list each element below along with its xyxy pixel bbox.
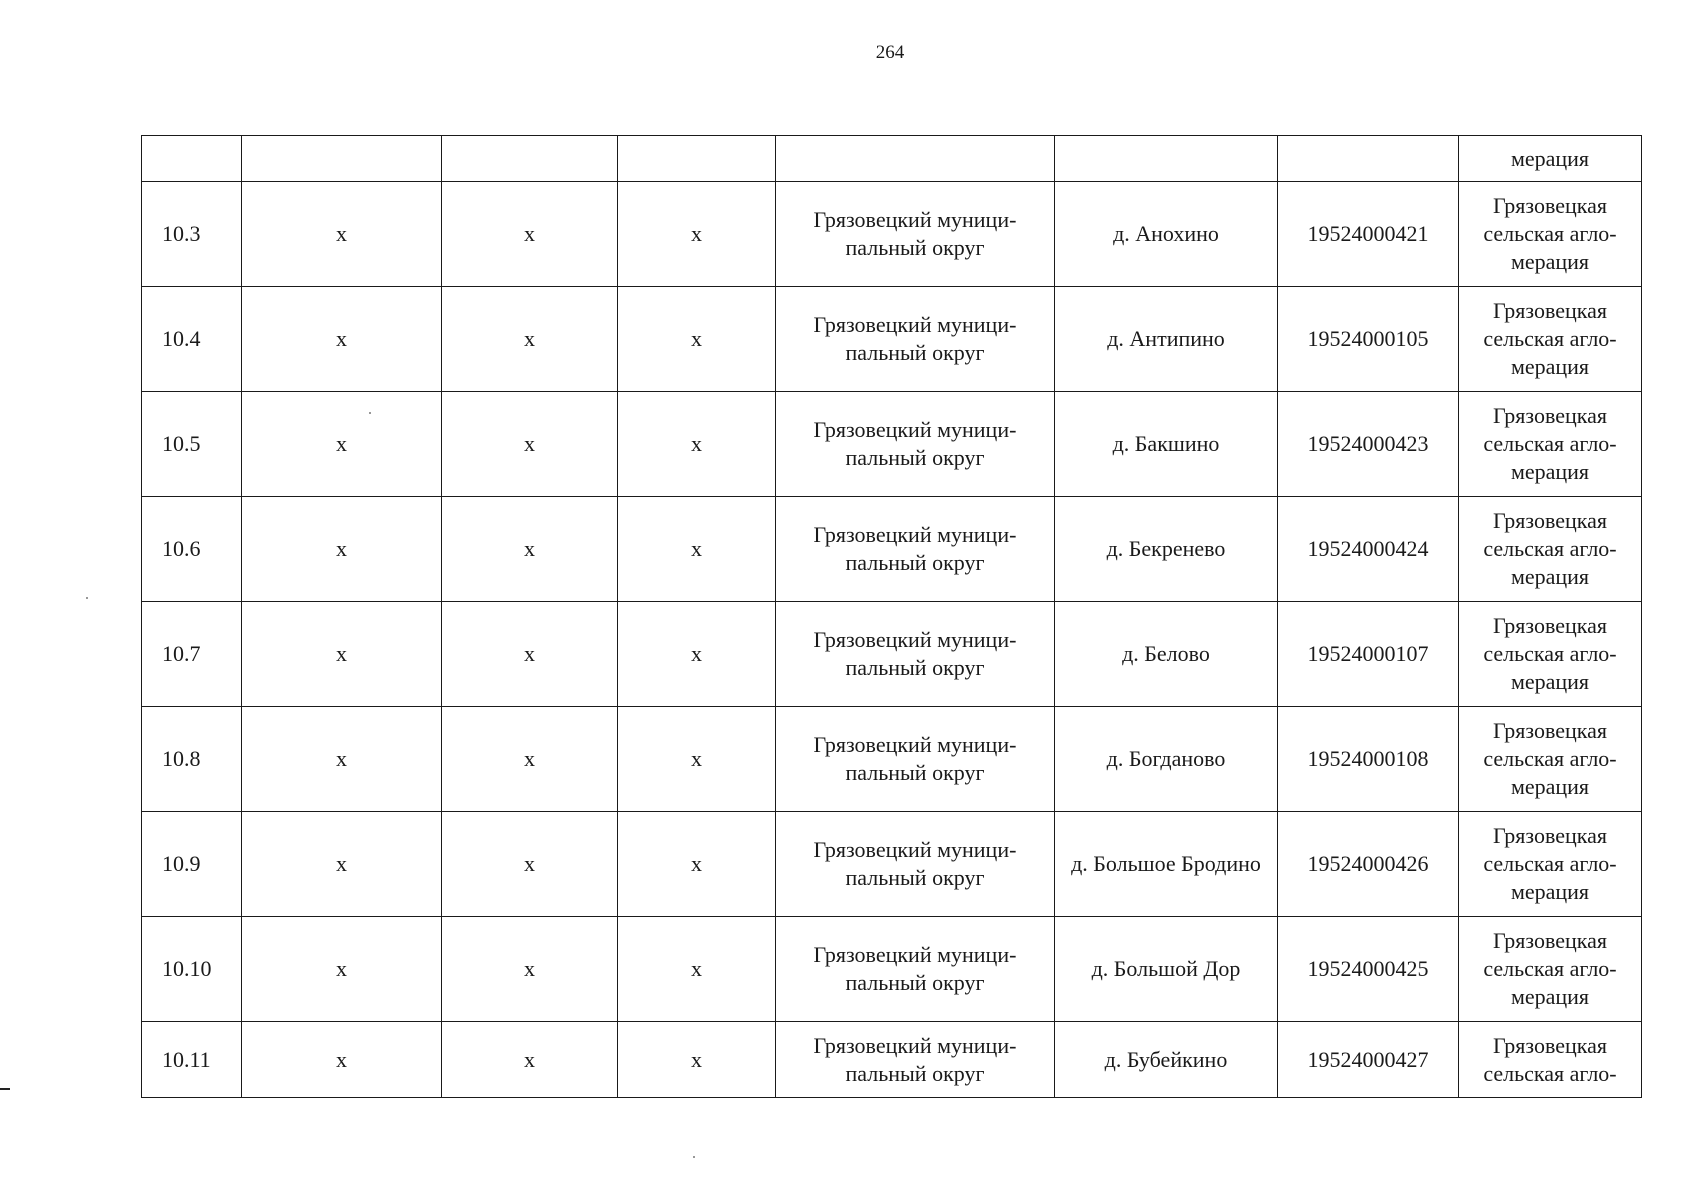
row-number-cell: 10.5	[142, 392, 242, 497]
table-body	[142, 136, 1642, 1098]
district-line: пальный округ	[845, 1060, 985, 1086]
mark-cell: х	[242, 182, 442, 287]
district-cell	[776, 1022, 1055, 1098]
locality-cell: д. Большое Бродино	[1055, 812, 1278, 917]
locality-cell: д. Анохино	[1055, 182, 1278, 287]
mark-cell: х	[242, 917, 442, 1022]
agglomeration-line: Грязовецкая	[1492, 823, 1608, 848]
code-cell: 19524000425	[1278, 917, 1459, 1022]
district-cell	[776, 392, 1055, 497]
district-cell	[776, 917, 1055, 1022]
district-line: пальный округ	[845, 235, 985, 260]
agglomeration-line: мерация	[1510, 354, 1590, 379]
code-cell: 19524000424	[1278, 497, 1459, 602]
district-line: пальный округ	[845, 865, 985, 890]
agglomeration-line: мерация	[1510, 249, 1590, 274]
agglomeration-cell	[1459, 392, 1642, 497]
page-number: 264	[875, 42, 905, 63]
agglomeration-line: мерация	[1510, 669, 1590, 694]
agglomeration-line: мерация	[1510, 564, 1590, 589]
locality-cell: д. Антипино	[1055, 287, 1278, 392]
agglomeration-line: мерация	[1510, 459, 1590, 484]
agglomeration-line: Грязовецкая	[1492, 1032, 1608, 1058]
agglomeration-cell	[1459, 182, 1642, 287]
mark-cell: х	[242, 707, 442, 812]
cell-empty	[442, 136, 618, 182]
agglomeration-line: сельская агло-	[1483, 1060, 1617, 1086]
mark-cell: х	[618, 917, 776, 1022]
agglomeration-line: мерация	[1510, 879, 1590, 904]
mark-cell: х	[618, 707, 776, 812]
cell-empty	[1278, 136, 1459, 182]
district-cell	[776, 602, 1055, 707]
mark-cell: х	[242, 602, 442, 707]
cell-empty	[776, 136, 1055, 182]
locality-cell: д. Бекренево	[1055, 497, 1278, 602]
agglomeration-cell	[1459, 602, 1642, 707]
district-cell	[776, 812, 1055, 917]
agglomeration-cell	[1459, 917, 1642, 1022]
district-line: Грязовецкий муници-	[813, 207, 1017, 232]
district-line: Грязовецкий муници-	[813, 522, 1017, 547]
district-line: Грязовецкий муници-	[813, 417, 1017, 442]
row-number-cell: 10.6	[142, 497, 242, 602]
settlements-table	[141, 135, 1642, 1098]
district-cell	[776, 707, 1055, 812]
cell-empty	[142, 136, 242, 182]
mark-cell: х	[618, 497, 776, 602]
district-cell	[776, 497, 1055, 602]
district-line: Грязовецкий муници-	[813, 627, 1017, 652]
table-row	[142, 136, 1642, 182]
code-cell: 19524000423	[1278, 392, 1459, 497]
table-row	[142, 707, 1642, 812]
table-row	[142, 602, 1642, 707]
mark-cell: х	[442, 392, 618, 497]
cell-empty	[618, 136, 776, 182]
mark-cell: х	[442, 1022, 618, 1098]
agglomeration-line: Грязовецкая	[1492, 193, 1608, 218]
mark-cell: х	[242, 287, 442, 392]
district-line: Грязовецкий муници-	[813, 1032, 1017, 1058]
agglomeration-cell: мерация	[1459, 136, 1642, 182]
district-line: пальный округ	[845, 760, 985, 785]
mark-cell: х	[442, 182, 618, 287]
agglomeration-line: сельская агло-	[1483, 431, 1617, 456]
agglomeration-line: сельская агло-	[1483, 851, 1617, 876]
district-line: пальный округ	[845, 340, 985, 365]
table-row	[142, 497, 1642, 602]
mark-cell: х	[242, 392, 442, 497]
agglomeration-line: Грязовецкая	[1492, 298, 1608, 323]
scan-speck	[693, 1156, 695, 1158]
agglomeration-cell	[1459, 1022, 1642, 1098]
mark-cell: х	[442, 497, 618, 602]
locality-cell: д. Бубейкино	[1055, 1022, 1278, 1098]
agglomeration-line: сельская агло-	[1483, 956, 1617, 981]
code-cell: 19524000427	[1278, 1022, 1459, 1098]
locality-cell: д. Большой Дор	[1055, 917, 1278, 1022]
district-line: пальный округ	[845, 655, 985, 680]
code-cell: 19524000426	[1278, 812, 1459, 917]
agglomeration-line: Грязовецкая	[1492, 718, 1608, 743]
table-row	[142, 812, 1642, 917]
agglomeration-line: Грязовецкая	[1492, 613, 1608, 638]
mark-cell: х	[618, 1022, 776, 1098]
agglomeration-cell	[1459, 497, 1642, 602]
code-cell: 19524000107	[1278, 602, 1459, 707]
row-number-cell: 10.11	[142, 1022, 242, 1098]
code-cell: 19524000421	[1278, 182, 1459, 287]
agglomeration-cell	[1459, 707, 1642, 812]
district-line: пальный округ	[845, 970, 985, 995]
agglomeration-cell	[1459, 287, 1642, 392]
row-number-cell: 10.4	[142, 287, 242, 392]
district-line: пальный округ	[845, 550, 985, 575]
table-row	[142, 917, 1642, 1022]
row-number-cell: 10.9	[142, 812, 242, 917]
agglomeration-line: сельская агло-	[1483, 746, 1617, 771]
locality-cell: д. Бакшино	[1055, 392, 1278, 497]
district-line: Грязовецкий муници-	[813, 732, 1017, 757]
row-number-cell: 10.3	[142, 182, 242, 287]
cell-empty	[1055, 136, 1278, 182]
mark-cell: х	[618, 182, 776, 287]
row-number-cell: 10.8	[142, 707, 242, 812]
row-number-cell: 10.7	[142, 602, 242, 707]
mark-cell: х	[618, 392, 776, 497]
agglomeration-line: сельская агло-	[1483, 641, 1617, 666]
district-cell	[776, 182, 1055, 287]
mark-cell: х	[242, 1022, 442, 1098]
mark-cell: х	[242, 812, 442, 917]
mark-cell: х	[618, 812, 776, 917]
row-number-cell: 10.10	[142, 917, 242, 1022]
district-line: Грязовецкий муници-	[813, 837, 1017, 862]
mark-cell: х	[442, 812, 618, 917]
code-cell: 19524000105	[1278, 287, 1459, 392]
agglomeration-line: сельская агло-	[1483, 536, 1617, 561]
mark-cell: х	[442, 917, 618, 1022]
scan-speck	[86, 597, 88, 599]
table-row	[142, 392, 1642, 497]
district-line: пальный округ	[845, 445, 985, 470]
agglomeration-line: мерация	[1510, 774, 1590, 799]
cell-empty	[242, 136, 442, 182]
mark-cell: х	[618, 602, 776, 707]
agglomeration-line: Грязовецкая	[1492, 508, 1608, 533]
district-cell	[776, 287, 1055, 392]
mark-cell: х	[442, 287, 618, 392]
scan-edge-mark	[0, 1088, 10, 1090]
mark-cell: х	[442, 602, 618, 707]
table-row	[142, 182, 1642, 287]
agglomeration-line: Грязовецкая	[1492, 403, 1608, 428]
table-row	[142, 287, 1642, 392]
code-cell: 19524000108	[1278, 707, 1459, 812]
mark-cell: х	[442, 707, 618, 812]
locality-cell: д. Белово	[1055, 602, 1278, 707]
mark-cell: х	[242, 497, 442, 602]
agglomeration-cell	[1459, 812, 1642, 917]
district-line: Грязовецкий муници-	[813, 942, 1017, 967]
mark-cell: х	[618, 287, 776, 392]
district-line: Грязовецкий муници-	[813, 312, 1017, 337]
table-row	[142, 1022, 1642, 1098]
agglomeration-line: Грязовецкая	[1492, 928, 1608, 953]
agglomeration-line: мерация	[1510, 984, 1590, 1009]
agglomeration-line: сельская агло-	[1483, 221, 1617, 246]
locality-cell: д. Богданово	[1055, 707, 1278, 812]
agglomeration-line: сельская агло-	[1483, 326, 1617, 351]
